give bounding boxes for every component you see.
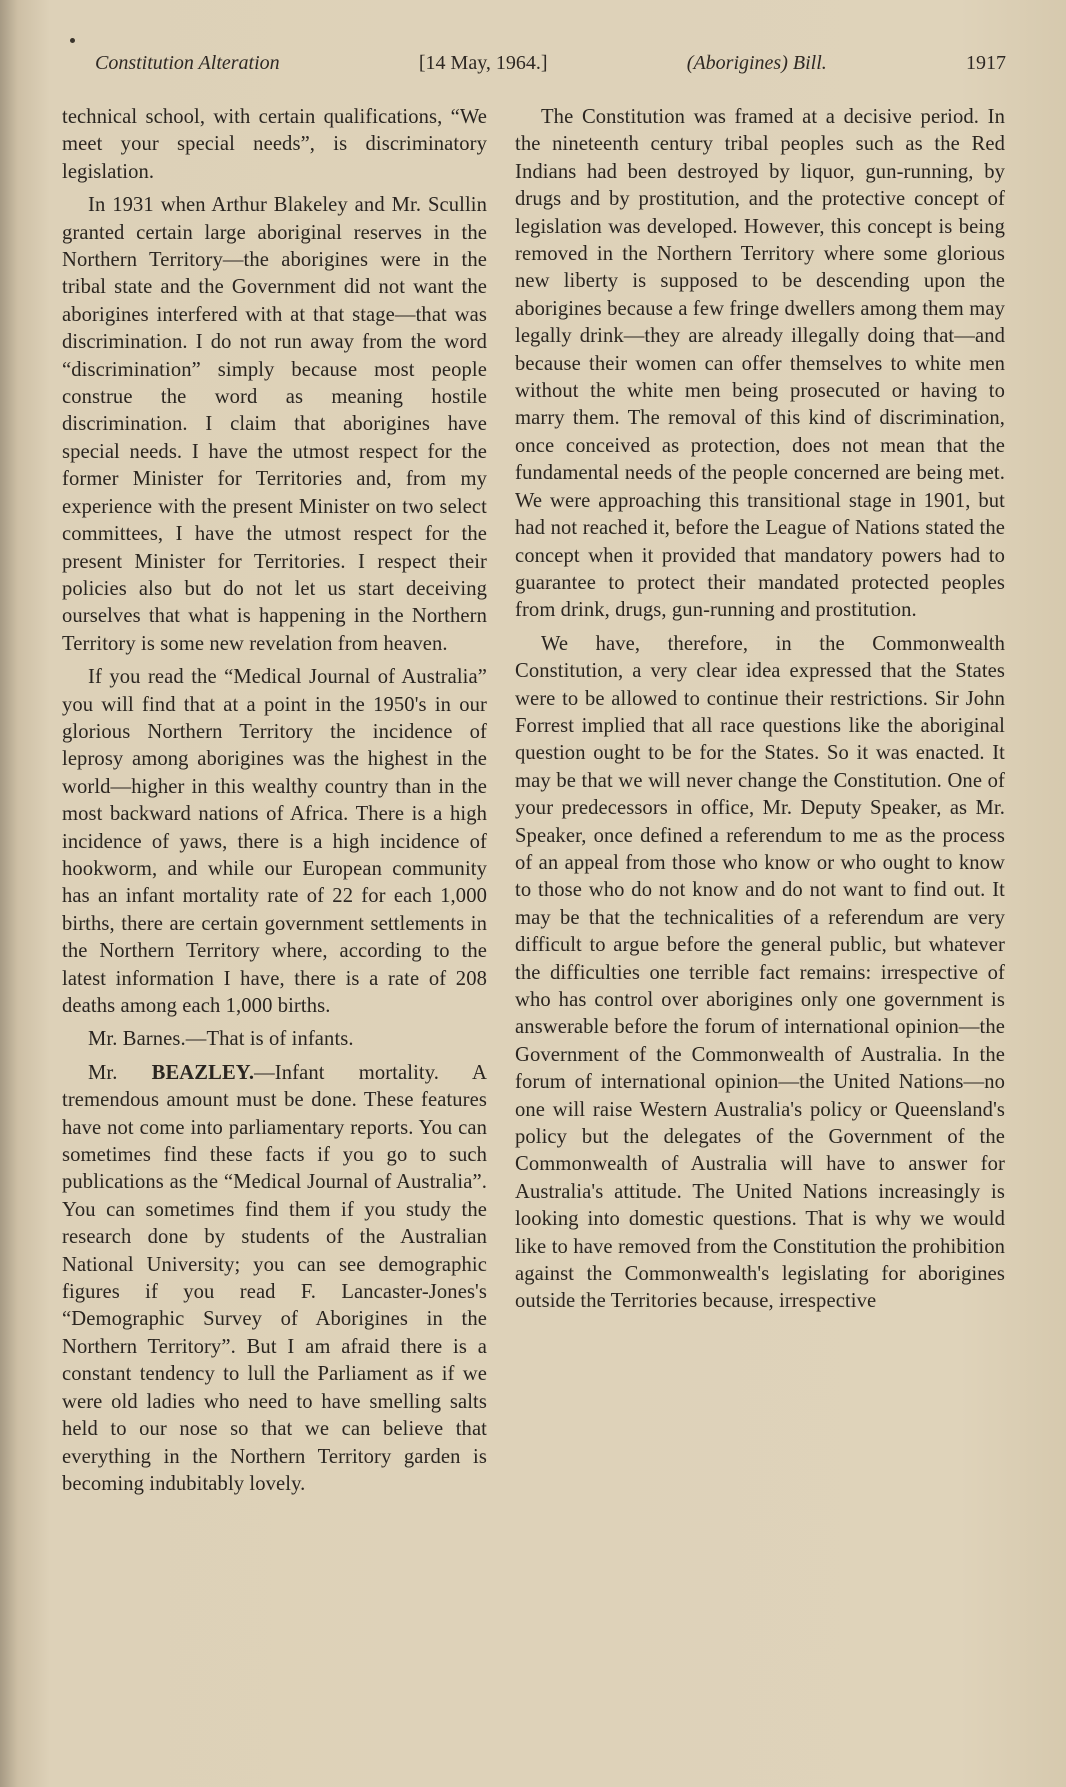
speaker-name: BEAZLEY. xyxy=(151,1061,255,1084)
right-column xyxy=(515,104,1005,1322)
paragraph: technical school, with certain qualifications, “We meet your special needs”, is discriminatory legislation. xyxy=(62,106,487,183)
page-number: 1917 xyxy=(965,52,1006,74)
speech-paragraph xyxy=(62,1060,487,1499)
header-right-title: (Aborigines) Bill. xyxy=(686,52,827,74)
page-mark xyxy=(70,38,75,43)
paragraph: If you read the “Medical Journal of Australia” you will find that at a point in the 1950's in our glorious Northern Territory the incidence of leprosy among aborigines was the highest in the world—higher in this wealthy country than in the most backward nations of Africa. There is a high incidence of yaws, there is a high incidence of hookworm, and while our European community has an infant mortality rate of 22 for each 1,000 births, there are certain government settlements in the Northern Territory where, according to the latest information I have, there is a rate of 208 deaths among each 1,000 births. xyxy=(62,666,487,1017)
paragraph: We have, therefore, in the Commonwealth Constitution, a very clear idea expressed that the States were to be allowed to continue their restrictions. Sir John Forrest implied that all race questions like the aboriginal question ought to be for the States. So it was enacted. It may be that we will never change the Constitution. One of your predecessors in office, Mr. Deputy Speaker, as Mr. Speaker, once defined a referendum to me as the process of an appeal from those who know or who ought to know to those who do not know and do not want to find out. It may be that the technicalities of a referendum are very difficult to argue before the general public, but whatever the difficulties one terrible fact remains: irrespective of who has control over aborigines only one government is answerable before the forum of international opinion—the Government of the Commonwealth of Australia. In the forum of international opinion—the United Nations—no one will raise Western Australia's policy or Queensland's policy but the delegates of the Government of the Commonwealth of Australia will have to answer for Australia's attitude. The United Nations increasingly is looking into domestic questions. That is why we would like to have removed from the Constitution the prohibition against the Commonwealth's legislating for aborigines outside the Territories because, irrespective xyxy=(515,632,1005,1313)
interjection-paragraph xyxy=(62,1026,487,1053)
paragraph: The Constitution was framed at a decisive period. In the nineteenth century tribal peoples such as the Red Indians had been destroyed by liquor, gun-running, by drugs and by prostitution, and the protective concept of legislation was developed. However, this concept is being removed in the Northern Territory where some glorious new liberty is supposed to be descending upon the aborigines because a few fringe dwellers among them may legally drink—they are already illegally doing that—and because their women can offer themselves to white men without the white men being prosecuted or having to marry them. The removal of this kind of discrimination, once conceived as protection, does not mean that the fundamental needs of the people concerned are being met. We were approaching this transitional stage in 1901, but had not reached it, before the League of Nations stated the concept when it provided that mandatory powers had to guarantee to protect their mandated protected peoples from drink, drugs, gun-running and prostitution. xyxy=(515,106,1005,622)
header-left-title: Constitution Alteration xyxy=(95,52,280,74)
header-date: [14 May, 1964.] xyxy=(418,52,548,74)
paragraph: In 1931 when Arthur Blakeley and Mr. Scullin granted certain large aboriginal reserves in the Northern Territory—the aborigines were in the tribal state and the Government did not want the aborigines interfered with at that stage—that was discrimination. I do not run away from the word “discrimination” simply because most people construe the word as meaning hostile discrimination. I claim that aborigines have special needs. I have the utmost respect for the former Minister for Territories and, from my experience with the present Minister on two select committees, I have the utmost respect for the present Minister for Territories. I respect their policies also but do not let us start deceiving ourselves that what is happening in the Northern Territory is some new revelation from heaven. xyxy=(62,194,487,655)
left-column xyxy=(62,104,487,1504)
speech-text: —That is of infants. xyxy=(185,1028,354,1051)
speaker-title: Mr. xyxy=(88,1061,152,1084)
speech-text: —Infant mortality. A tremendous amount must be done. These features have not come into parliamentary reports. You can sometimes find these facts if you go to such publications as the “Medical Journal of Australia”. You can sometimes find them if you study the research done by students of the Australian National University; you can see demographic figures if you read F. Lancaster-Jones's “Demographic Survey of Aborigines in the Northern Territory”. But I am afraid there is a constant tendency to lull the Parliament as if we were old ladies who need to have smelling salts held to our nose so that we can believe that everything in the Northern Territory garden is becoming indubitably lovely. xyxy=(62,1061,487,1495)
speaker-name: Mr. Barnes. xyxy=(88,1028,186,1051)
page-header xyxy=(95,52,1006,92)
